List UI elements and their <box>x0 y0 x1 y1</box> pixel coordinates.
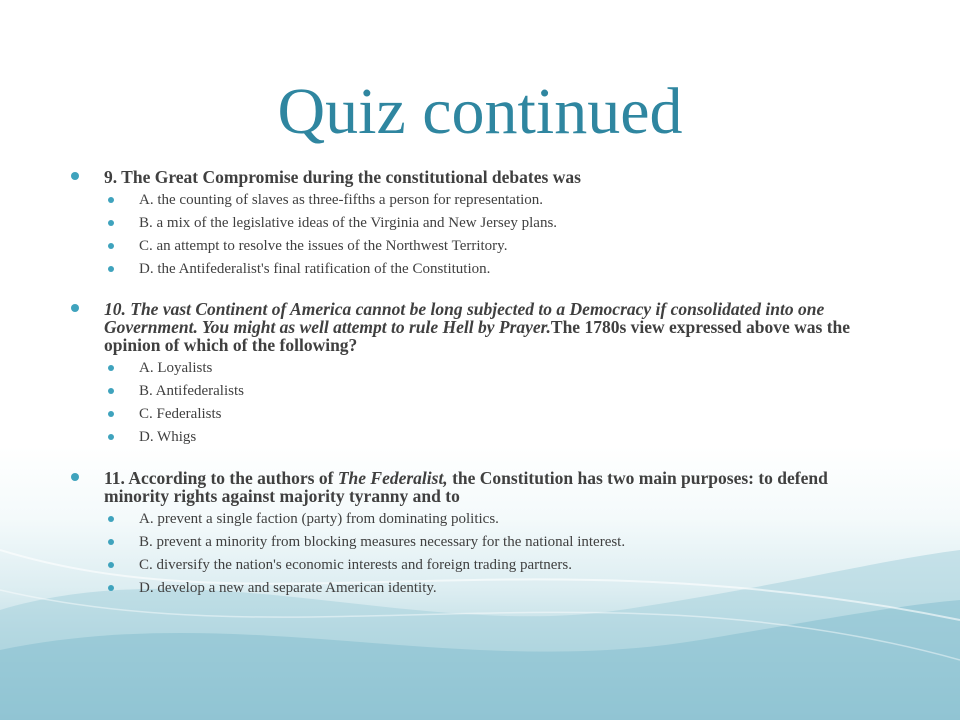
question-10-options <box>64 360 894 445</box>
option-text: D. develop a new and separate American identity. <box>139 580 437 596</box>
bullet-icon <box>71 473 79 481</box>
question-9-stem: 9. The Great Compromise during the constitutional debates was <box>104 167 581 187</box>
slide-title: Quiz continued <box>277 75 683 148</box>
option-text: A. the counting of slaves as three-fifths a person for representation. <box>139 192 544 208</box>
bullet-icon <box>71 304 79 312</box>
option-item <box>64 261 894 277</box>
bullet-icon <box>108 516 114 522</box>
bullet-icon <box>108 411 114 417</box>
option-text: B. Antifederalists <box>139 383 244 399</box>
option-item <box>64 215 894 231</box>
question-11 <box>64 469 894 505</box>
bullet-icon <box>108 220 114 226</box>
bullet-icon <box>108 434 114 440</box>
bullet-icon <box>108 243 114 249</box>
option-text: B. prevent a minority from blocking measures necessary for the national interest. <box>139 534 626 550</box>
option-item <box>64 238 894 254</box>
question-10-quote: The vast Continent of America cannot be long subjected to a Democracy if consolidated into one Government. You might as well attempt to rule Hell by Prayer. <box>104 299 825 337</box>
option-item <box>64 360 894 376</box>
option-item <box>64 511 894 527</box>
option-text: A. prevent a single faction (party) from dominating politics. <box>139 511 499 527</box>
bullet-icon <box>108 197 114 203</box>
bullet-icon <box>71 172 79 180</box>
question-9-options <box>64 192 894 277</box>
option-text: C. Federalists <box>139 406 222 422</box>
bullet-icon <box>108 266 114 272</box>
quiz-content <box>64 168 894 603</box>
bullet-icon <box>108 562 114 568</box>
option-text: C. an attempt to resolve the issues of the Northwest Territory. <box>139 238 508 254</box>
bullet-icon <box>108 539 114 545</box>
bullet-icon <box>108 388 114 394</box>
question-11-options <box>64 511 894 596</box>
option-item <box>64 192 894 208</box>
question-10-number: 10. <box>104 299 126 319</box>
question-11-stem-end: the Constitution has two main purposes: to defend minority rights against majority tyranny and to <box>104 468 828 506</box>
question-11-book-title: The Federalist, <box>337 468 448 488</box>
question-10 <box>64 300 894 354</box>
option-item <box>64 534 894 550</box>
option-text: C. diversify the nation's economic interests and foreign trading partners. <box>139 557 573 573</box>
option-text: A. Loyalists <box>139 360 213 376</box>
option-text: D. Whigs <box>139 429 197 445</box>
bullet-icon <box>108 365 114 371</box>
option-item <box>64 406 894 422</box>
option-item <box>64 557 894 573</box>
option-item <box>64 580 894 596</box>
bullet-icon <box>108 585 114 591</box>
option-item <box>64 429 894 445</box>
option-text: B. a mix of the legislative ideas of the Virginia and New Jersey plans. <box>139 215 558 231</box>
question-11-stem-start: 11. According to the authors of <box>104 468 338 488</box>
option-text: D. the Antifederalist's final ratification of the Constitution. <box>139 261 491 277</box>
option-item <box>64 383 894 399</box>
question-10-text: The 1780s view expressed above was the opinion of which of the following? <box>104 317 851 355</box>
question-9 <box>64 168 894 186</box>
